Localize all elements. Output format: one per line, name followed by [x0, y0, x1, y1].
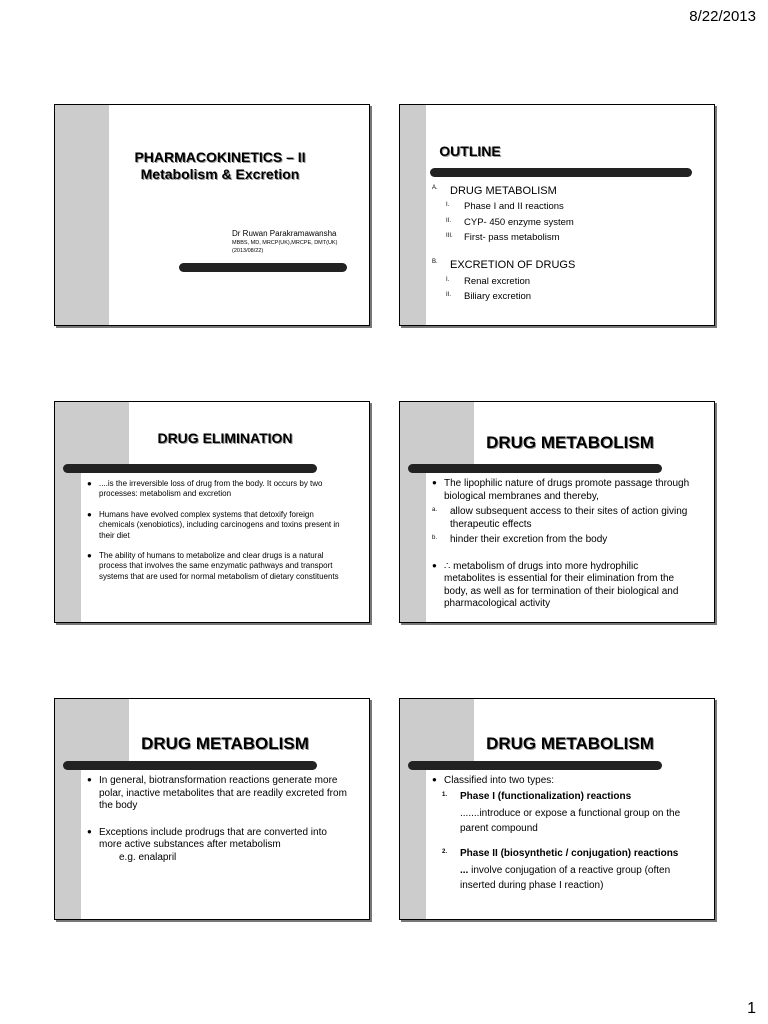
title-line-1: PHARMACOKINETICS – II: [134, 149, 306, 165]
bullet-item: ● Exceptions include prodrugs that are converted into more active substances after metabolism: [87, 826, 327, 850]
phase-one-item: 1. Phase I (functionalization) reactions: [442, 790, 632, 802]
heading-divider-bar: [408, 761, 662, 770]
phase-two-item: 2. Phase II (biosynthetic / conjugation) reactions: [442, 848, 679, 859]
bullet-item: ● Classified into two types:: [432, 775, 555, 786]
outline-item: II. Biliary excretion: [446, 291, 532, 303]
outline-section-heading: EXCRETION OF DRUGS: [450, 259, 576, 272]
outline-item: I. Renal excretion: [446, 275, 531, 287]
outline-item: II. CYP- 450 enzyme system: [446, 216, 574, 228]
page-number: 1: [747, 1000, 756, 1017]
slide-drug-elimination: [54, 401, 370, 623]
bullet-item: ● Humans have evolved complex systems that detoxify foreign chemicals (xenobiotics), including carcinogens and toxins present in their diet: [87, 509, 340, 540]
title-divider-bar: [179, 263, 347, 272]
heading-divider-bar: [63, 464, 317, 473]
slide-heading: DRUG METABOLISM: [486, 433, 654, 452]
heading-divider-bar: [63, 761, 317, 770]
sub-item: a. allow subsequent access to their sites of action giving therapeutic effects: [432, 506, 688, 530]
sub-item: b. hinder their excretion from the body: [432, 534, 608, 545]
heading-divider-bar: [408, 464, 662, 473]
bullet-item: ● ∴ metabolism of drugs into more hydrophilic metabolites is essential for their elimination from the body, as well as for termination of their biological and pharmacological activity: [432, 560, 679, 609]
heading-divider-bar: [430, 168, 692, 177]
phase-heading: Phase II (biosynthetic / conjugation) reactions: [460, 848, 679, 859]
outline-section-b: B. EXCRETION OF DRUGS: [432, 259, 576, 272]
example-text: e.g. enalapril: [119, 851, 177, 863]
outline-section-a: A. DRUG METABOLISM: [432, 185, 557, 197]
slide-heading: OUTLINE: [439, 143, 501, 159]
slide-decoration-stripe: [400, 105, 426, 325]
type-list: [430, 775, 692, 893]
author-name: Dr Ruwan Parakramawansha: [232, 229, 337, 238]
slide-drug-metabolism-1: [399, 401, 715, 623]
outline-item: I. Phase I and II reactions: [446, 201, 564, 213]
phase-description: .......introduce or expose a functional group on the parent compound: [460, 808, 681, 834]
phase-description: ... involve conjugation of a reactive group (often inserted during phase I reaction): [460, 864, 671, 891]
slide-outline: [399, 104, 715, 326]
author-credentials: MBBS, MD, MRCP(UK),MRCPE, DMT(UK): [232, 240, 338, 246]
bullet-list: [85, 479, 347, 582]
slide-heading: DRUG METABOLISM: [486, 734, 654, 753]
slide-title: [54, 104, 370, 326]
bullet-item: ● In general, biotransformation reactions generate more polar, inactive metabolites that are readily excreted from the body: [87, 775, 347, 811]
outline-item: III. First- pass metabolism: [446, 232, 560, 244]
bullet-list: [85, 775, 347, 864]
slide-decoration-stripe: [55, 105, 109, 325]
presentation-date: (2013/08/22): [232, 248, 264, 254]
slide-heading: DRUG ELIMINATION: [157, 430, 293, 446]
outline-list: [432, 181, 702, 303]
print-date: 8/22/2013: [689, 8, 756, 25]
slide-drug-metabolism-2: [54, 698, 370, 920]
bullet-item: ● ....is the irreversible loss of drug from the body. It occurs by two processes: metabolism and excretion: [87, 479, 323, 499]
bullet-list: [430, 478, 692, 611]
outline-section-heading: DRUG METABOLISM: [450, 185, 557, 197]
bullet-item: ● The ability of humans to metabolize and clear drugs is a natural process that involves the same enzymatic pathways and transport systems that are used for normal metabolism of dietary constituents: [87, 550, 339, 581]
phase-heading: Phase I (functionalization) reactions: [460, 790, 632, 802]
bullet-item: ● The lipophilic nature of drugs promote passage through biological membranes and thereby,: [432, 478, 690, 502]
slide-title-heading: [95, 149, 345, 183]
slide-drug-metabolism-3: [399, 698, 715, 920]
title-line-2: Metabolism & Excretion: [140, 166, 300, 182]
slide-heading: DRUG METABOLISM: [141, 734, 309, 753]
